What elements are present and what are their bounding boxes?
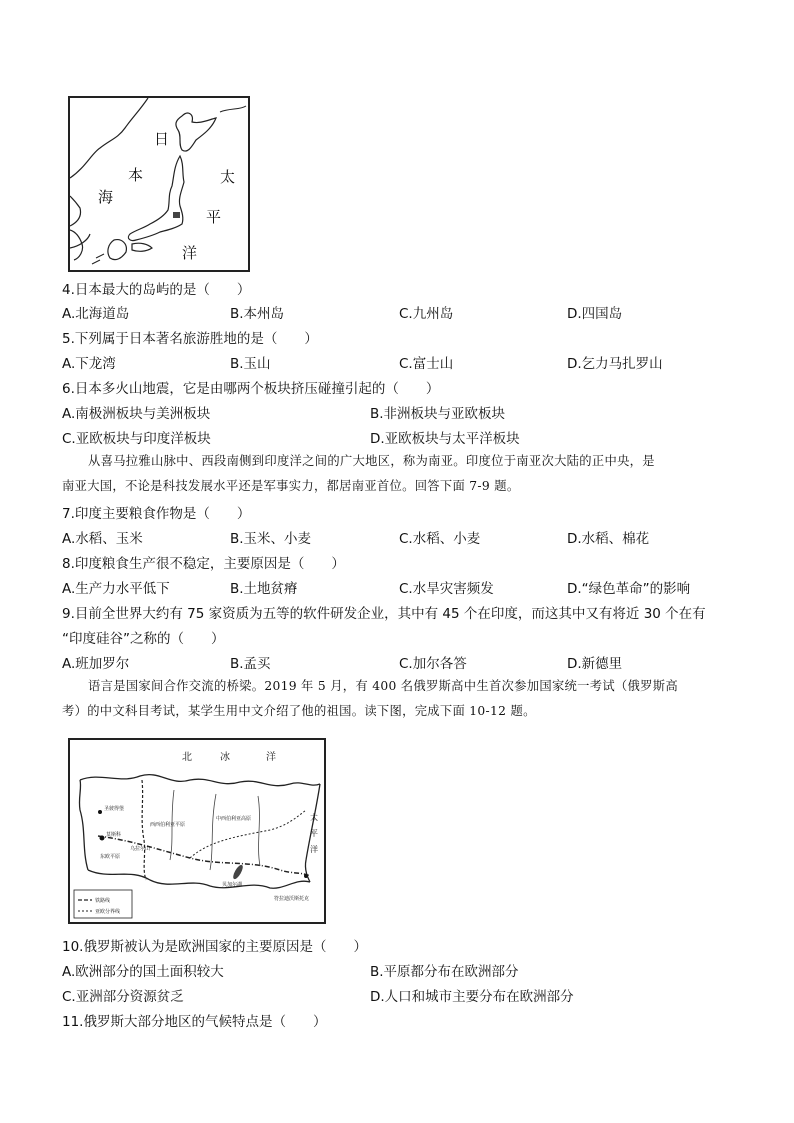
q9-option-b[interactable]: B.孟买 (230, 656, 271, 672)
q10-option-c[interactable]: C.亚洲部分资源贫乏 (62, 989, 184, 1005)
japan-map-label-ben: 本 (128, 166, 144, 184)
q7-option-b[interactable]: B.玉米、小麦 (230, 531, 312, 547)
q5-option-d[interactable]: D.乞力马扎罗山 (567, 356, 663, 372)
japan-map-label-tai: 太 (220, 168, 236, 186)
q6-option-c[interactable]: C.亚欧板块与印度洋板块 (62, 431, 211, 447)
vladivostok-dot (304, 874, 308, 878)
q7-option-d[interactable]: D.水稻、棉花 (567, 531, 650, 547)
q4-option-c[interactable]: C.九州岛 (399, 306, 454, 322)
q8-option-c[interactable]: C.水旱灾害频发 (399, 581, 494, 597)
legend-railway: 铁路线 (95, 898, 111, 904)
q10-option-d[interactable]: D.人口和城市主要分布在欧洲部分 (370, 989, 574, 1005)
passage-1-line-1: 从喜马拉雅山脉中、西段南侧到印度洋之间的广大地区，称为南亚。印度位于南亚次大陆的正中央，是 (88, 454, 655, 468)
question-9-options (62, 652, 742, 672)
q9-option-c[interactable]: C.加尔各答 (399, 656, 467, 672)
q7-option-a[interactable]: A.水稻、玉米 (62, 531, 143, 547)
q4-option-b[interactable]: B.本州岛 (230, 306, 285, 322)
q9-option-d[interactable]: D.新德里 (567, 656, 623, 672)
question-10-stem: 10.俄罗斯被认为是欧洲国家的主要原因是（ ） (62, 939, 367, 955)
passage-south-asia (62, 449, 722, 499)
q10-option-b[interactable]: B.平原都分布在欧洲部分 (370, 964, 519, 980)
q8-option-b[interactable]: B.土地贫瘠 (230, 581, 298, 597)
passage-2-line-2: 考）的中文科目考试，某学生用中文介绍了他的祖国。读下图，完成下面 10-12 题。 (62, 704, 536, 718)
moscow-dot (100, 836, 105, 841)
question-6-options-row1 (62, 402, 742, 422)
russia-map-figure (70, 740, 324, 922)
question-8-options (62, 577, 742, 597)
russia-map-label-tai: 太 (310, 813, 318, 822)
russia-map-label-urals: 乌拉尔山 (130, 846, 151, 852)
japan-map-label-hai: 海 (98, 188, 114, 206)
q6-option-d[interactable]: D.亚欧板块与太平洋板块 (370, 431, 520, 447)
question-6-stem: 6.日本多火山地震，它是由哪两个板块挤压碰撞引起的（ ） (62, 381, 440, 397)
russia-map-label-yang2: 洋 (310, 845, 318, 854)
russia-map-label-north: 北 (182, 752, 192, 763)
question-7-stem: 7.印度主要粮食作物是（ ） (62, 506, 251, 522)
question-11-stem: 11.俄罗斯大部分地区的气候特点是（ ） (62, 1014, 327, 1030)
russia-map (68, 738, 326, 924)
russia-map-label-east-euro-plain: 东欧平原 (100, 854, 121, 860)
question-8-stem: 8.印度粮食生产很不稳定，主要原因是（ ） (62, 556, 345, 572)
spb-dot (98, 810, 102, 814)
russia-map-label-vladivostok: 符拉迪沃斯托克 (274, 896, 310, 902)
russia-map-label-moscow: 莫斯科 (106, 832, 122, 838)
q8-option-a[interactable]: A.生产力水平低下 (62, 581, 170, 597)
question-7-options (62, 527, 742, 547)
question-4-options (62, 302, 742, 322)
q9-option-a[interactable]: A.班加罗尔 (62, 656, 130, 672)
question-6-options-row2 (62, 427, 742, 447)
russia-map-label-ping: 平 (310, 829, 318, 838)
q6-option-b[interactable]: B.非洲板块与亚欧板块 (370, 406, 506, 422)
q7-option-c[interactable]: C.水稻、小麦 (399, 531, 481, 547)
question-9-stem-line-2: “印度硅谷”之称的（ ） (62, 631, 225, 647)
question-4-stem: 4.日本最大的岛屿的是（ ） (62, 282, 251, 298)
q5-option-c[interactable]: C.富士山 (399, 356, 454, 372)
japan-map (68, 96, 250, 272)
russia-map-label-west-siberian-plain: 西西伯利亚平原 (150, 822, 186, 828)
question-9-stem-line-1: 9.目前全世界大约有 75 家资质为五等的软件研发企业，其中有 45 个在印度，而这其中又有将近 30 个在有 (62, 606, 706, 622)
russia-map-label-yang: 洋 (266, 752, 276, 763)
question-5-stem: 5.下列属于日本著名旅游胜地的是（ ） (62, 331, 318, 347)
question-5-options (62, 352, 742, 372)
japan-map-label-ri: 日 (154, 130, 170, 148)
japan-map-label-yang: 洋 (182, 244, 198, 262)
q4-option-a[interactable]: A.北海道岛 (62, 306, 130, 322)
q5-option-b[interactable]: B.玉山 (230, 356, 271, 372)
russia-map-label-bing: 冰 (220, 752, 230, 763)
legend-boundary: 亚欧分界线 (95, 909, 121, 915)
japan-map-label-ping: 平 (206, 208, 222, 226)
russia-map-label-spb: 圣彼得堡 (104, 806, 125, 812)
q8-option-d[interactable]: D.“绿色革命”的影响 (567, 581, 691, 597)
passage-1-line-2: 南亚大国，不论是科技发展水平还是军事实力，都居南亚首位。回答下面 7-9 题。 (62, 479, 520, 493)
passage-2-line-1: 语言是国家间合作交流的桥梁。2019 年 5 月，有 400 名俄罗斯高中生首次参加国家统一考试（俄罗斯高 (88, 679, 678, 693)
japan-map-figure (70, 98, 248, 270)
question-10-options-row1 (62, 960, 742, 980)
q6-option-a[interactable]: A.南极洲板块与美洲板块 (62, 406, 211, 422)
q10-option-a[interactable]: A.欧洲部分的国土面积较大 (62, 964, 224, 980)
russia-map-label-baikal: 贝加尔湖 (222, 882, 243, 888)
q5-option-a[interactable]: A.下龙湾 (62, 356, 116, 372)
passage-russia (62, 674, 722, 724)
russia-map-label-central-siberian-plateau: 中西伯利亚高原 (216, 816, 252, 822)
question-10-options-row2 (62, 985, 742, 1005)
q4-option-d[interactable]: D.四国岛 (567, 306, 623, 322)
